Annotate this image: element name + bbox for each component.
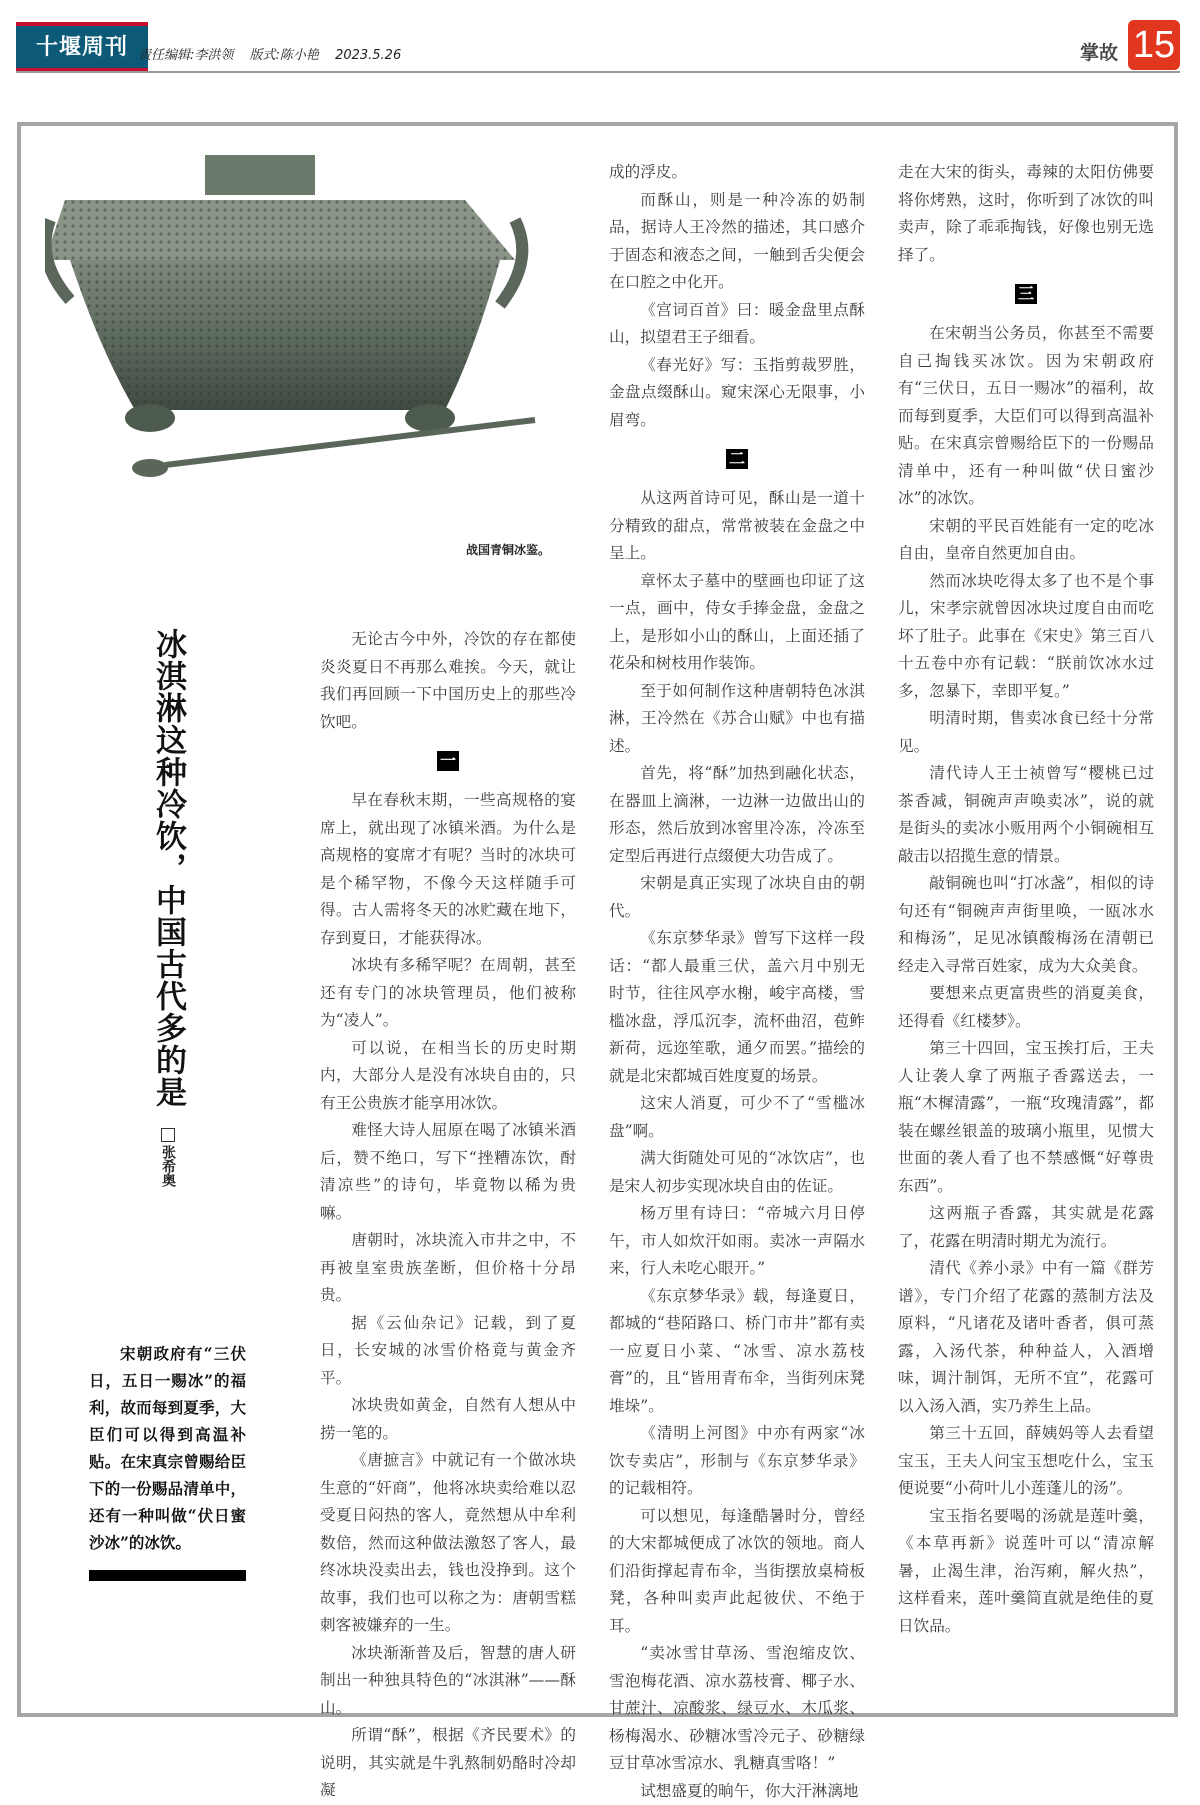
paragraph: 从这两首诗可见，酥山是一道十分精致的甜点，常常被装在金盘之中呈上。 xyxy=(609,485,865,568)
paragraph: 而酥山，则是一种冷冻的奶制品，据诗人王冷然的描述，其口感介于固态和液态之间，一触到舌尖便会在口腔之中化开。 xyxy=(609,187,865,297)
section-mark-2: 二 xyxy=(726,449,748,469)
paragraph: 明清时期，售卖冰食已经十分常见。 xyxy=(898,705,1154,760)
paragraph: 《东京梦华录》曾写下这样一段话：“都人最重三伏，盖六月中别无时节，往往风亭水榭，峻宇高楼，雪槛冰盘，浮瓜沉李，流杯曲沼，苞鲊新荷，远迩笙歌，通夕而罢。”描绘的就是北宋都城百姓度夏的场景。 xyxy=(609,925,865,1090)
paragraph: 章怀太子墓中的壁画也印证了这一点，画中，侍女手捧金盘，金盘之上，是形如小山的酥山，上面还插了花朵和树枝用作装饰。 xyxy=(609,568,865,678)
paragraph: 成的浮皮。 xyxy=(609,159,865,187)
paragraph: 早在春秋末期，一些高规格的宴席上，就出现了冰镇米酒。为什么是高规格的宴席才有呢？当时的冰块可是个稀罕物，不像今天这样随手可得。古人需将冬天的冰贮藏在地下，存到夏日，才能获得冰。 xyxy=(320,787,576,952)
byline-box-icon xyxy=(161,1128,175,1142)
layout-credit: 版式:陈小艳 xyxy=(250,48,319,63)
paragraph: 宋朝的平民百姓能有一定的吃冰自由，皇帝自然更加自由。 xyxy=(898,513,1154,568)
paragraph: 可以说，在相当长的历史时期内，大部分人是没有冰块自由的，只有王公贵族才能享用冰饮。 xyxy=(320,1035,576,1118)
author-name: 张希奥 xyxy=(160,1145,176,1187)
paragraph: 试想盛夏的晌午，你大汗淋漓地 xyxy=(609,1778,865,1805)
bronze-ice-chest-image xyxy=(45,150,560,540)
header-divider xyxy=(16,71,1180,73)
paragraph: 清代诗人王士祯曾写“樱桃已过茶香减，铜碗声声唤卖冰”，说的就是街头的卖冰小贩用两个小铜碗相互敲击以招揽生意的情景。 xyxy=(898,760,1154,870)
pull-quote: 宋朝政府有“三伏日，五日一赐冰”的福利，故而每到夏季，大臣们可以得到高温补贴。在宋真宗曾赐给臣下的一份赐品清单中，还有一种叫做“伏日蜜沙冰”的冰饮。 xyxy=(89,1340,246,1556)
paragraph: 《春光好》写：玉指剪裁罗胜，金盘点缀酥山。窥宋深心无限事，小眉弯。 xyxy=(609,352,865,435)
paragraph: 敲铜碗也叫“打冰盏”，相似的诗句还有“铜碗声声街里唤，一瓯冰水和梅汤”，足见冰镇酸梅汤在清朝已经走入寻常百姓家，成为大众美食。 xyxy=(898,870,1154,980)
paragraph: 满大街随处可见的“冰饮店”，也是宋人初步实现冰块自由的佐证。 xyxy=(609,1145,865,1200)
section-mark-1: 一 xyxy=(437,751,459,771)
paragraph: 清代《养小录》中有一篇《群芳谱》，专门介绍了花露的蒸制方法及原料，“凡诸花及诸叶香者，俱可蒸露，入汤代茶，种种益人，入酒增味，调汁制饵，无所不宜”，花露可以入汤入酒，实乃养生上品。 xyxy=(898,1255,1154,1420)
image-caption: 战国青铜冰鉴。 xyxy=(466,541,550,558)
author-byline xyxy=(158,1128,178,1187)
masthead-meta xyxy=(138,44,413,63)
paragraph: 要想来点更富贵些的消夏美食，还得看《红楼梦》。 xyxy=(898,980,1154,1035)
paragraph: 第三十四回，宝玉挨打后，王夫人让袭人拿了两瓶子香露送去，一瓶“木樨清露”，一瓶“玫瑰清露”，都装在螺丝银盖的玻璃小瓶里，见惯大世面的袭人看了也不禁感慨“好尊贵东西”。 xyxy=(898,1035,1154,1200)
column-2 xyxy=(320,626,576,1805)
paragraph: 在宋朝当公务员，你甚至不需要自己掏钱买冰饮。因为宋朝政府有“三伏日，五日一赐冰”的福利，故而每到夏季，大臣们可以得到高温补贴。在宋真宗曾赐给臣下的一份赐品清单中，还有一种叫做“伏日蜜沙冰”的冰饮。 xyxy=(898,320,1154,513)
paragraph: 然而冰块吃得太多了也不是个事儿，宋孝宗就曾因冰块过度自由而吃坏了肚子。此事在《宋史》第三百八十五卷中亦有记载：“朕前饮冰水过多，忽暴下，幸即平复。” xyxy=(898,568,1154,706)
paragraph: 至于如何制作这种唐朝特色冰淇淋，王冷然在《苏合山赋》中也有描述。 xyxy=(609,678,865,761)
paragraph: 走在大宋的街头，毒辣的太阳仿佛要将你烤熟，这时，你听到了冰饮的叫卖声，除了乖乖掏钱，好像也别无选择了。 xyxy=(898,159,1154,269)
paragraph: 冰块渐渐普及后，智慧的唐人研制出一种独具特色的“冰淇淋”——酥山。 xyxy=(320,1640,576,1723)
section-mark-3: 三 xyxy=(1015,284,1037,304)
section-name: 掌故 xyxy=(1080,38,1118,65)
column-3 xyxy=(609,159,865,1805)
paragraph: 杨万里有诗曰：“帝城六月日停午，市人如炊汗如雨。卖冰一声隔水来，行人未吃心眼开。” xyxy=(609,1200,865,1283)
paragraph: 冰块有多稀罕呢？在周朝，甚至还有专门的冰块管理员，他们被称为“凌人”。 xyxy=(320,952,576,1035)
paragraph: 可以想见，每逢酷暑时分，曾经的大宋都城便成了冰饮的领地。商人们沿街撑起青布伞，当街摆放桌椅板凳，各种叫卖声此起彼伏、不绝于耳。 xyxy=(609,1503,865,1641)
paragraph: 所谓“酥”，根据《齐民要术》的说明，其实就是牛乳熬制奶酪时冷却凝 xyxy=(320,1722,576,1805)
paragraph: 《宫词百首》曰：暖金盘里点酥山，拟望君王子细看。 xyxy=(609,297,865,352)
paragraph: “卖冰雪甘草汤、雪泡缩皮饮、雪泡梅花酒、凉水荔枝膏、椰子水、甘蔗汁、凉酸浆、绿豆水、木瓜浆、杨梅渴水、砂糖冰雪冷元子、砂糖绿豆甘草冰雪凉水、乳糖真雪咯！” xyxy=(609,1640,865,1778)
paragraph: 难怪大诗人屈原在喝了冰镇米酒后，赞不绝口，写下“挫糟冻饮，酎清凉些”的诗句，毕竟物以稀为贵嘛。 xyxy=(320,1117,576,1227)
paragraph: 《清明上河图》中亦有两家“冰饮专卖店”，形制与《东京梦华录》的记载相符。 xyxy=(609,1420,865,1503)
paragraph: 首先，将“酥”加热到融化状态，在器皿上滴淋，一边淋一边做出山的形态，然后放到冰窖里冷冻，冷冻至定型后再进行点缀便大功告成了。 xyxy=(609,760,865,870)
paragraph: 《东京梦华录》载，每逢夏日，都城的“巷陌路口、桥门市井”都有卖一应夏日小菜、“冰雪、凉水荔枝膏”的，且“皆用青布伞，当街列床凳堆垛”。 xyxy=(609,1283,865,1421)
editor-credit: 责任编辑:李洪领 xyxy=(138,48,233,63)
column-4 xyxy=(898,159,1154,1640)
paragraph: 宋朝是真正实现了冰块自由的朝代。 xyxy=(609,870,865,925)
page-number-badge: 15 xyxy=(1128,20,1180,70)
paragraph: 《唐摭言》中就记有一个做冰块生意的“奸商”，他将冰块卖给难以忍受夏日闷热的客人，竟然想从中牟利数倍，然而这种做法激怒了客人，最终冰块没卖出去，钱也没挣到。这个故事，我们也可以称之为：唐朝雪糕刺客被嫌弃的一生。 xyxy=(320,1447,576,1640)
pull-quote-bar xyxy=(89,1570,246,1581)
paragraph: 唐朝时，冰块流入市井之中，不再被皇室贵族垄断，但价格十分昂贵。 xyxy=(320,1227,576,1310)
article-title: 冰淇淋这种冷饮，中国古代多的是 xyxy=(148,628,188,1108)
paragraph: 第三十五回，薛姨妈等人去看望宝玉，王夫人问宝玉想吃什么，宝玉便说要“小荷叶儿小莲蓬儿的汤”。 xyxy=(898,1420,1154,1503)
paragraph: 这宋人消夏，可少不了“雪槛冰盘”啊。 xyxy=(609,1090,865,1145)
paragraph: 这两瓶子香露，其实就是花露了，花露在明清时期尤为流行。 xyxy=(898,1200,1154,1255)
paragraph: 冰块贵如黄金，自然有人想从中捞一笔的。 xyxy=(320,1392,576,1447)
paragraph: 宝玉指名要喝的汤就是莲叶羹，《本草再新》说莲叶可以“清凉解暑，止渴生津，治泻痢，解火热”，这样看来，莲叶羹简直就是绝佳的夏日饮品。 xyxy=(898,1503,1154,1641)
issue-date: 2023.5.26 xyxy=(335,48,401,63)
paragraph: 据《云仙杂记》记载，到了夏日，长安城的冰雪价格竟与黄金齐平。 xyxy=(320,1310,576,1393)
newspaper-logo: 十堰周刊 xyxy=(16,22,148,72)
paragraph: 无论古今中外，冷饮的存在都使炎炎夏日不再那么难挨。今天，就让我们再回顾一下中国历史上的那些冷饮吧。 xyxy=(320,626,576,736)
